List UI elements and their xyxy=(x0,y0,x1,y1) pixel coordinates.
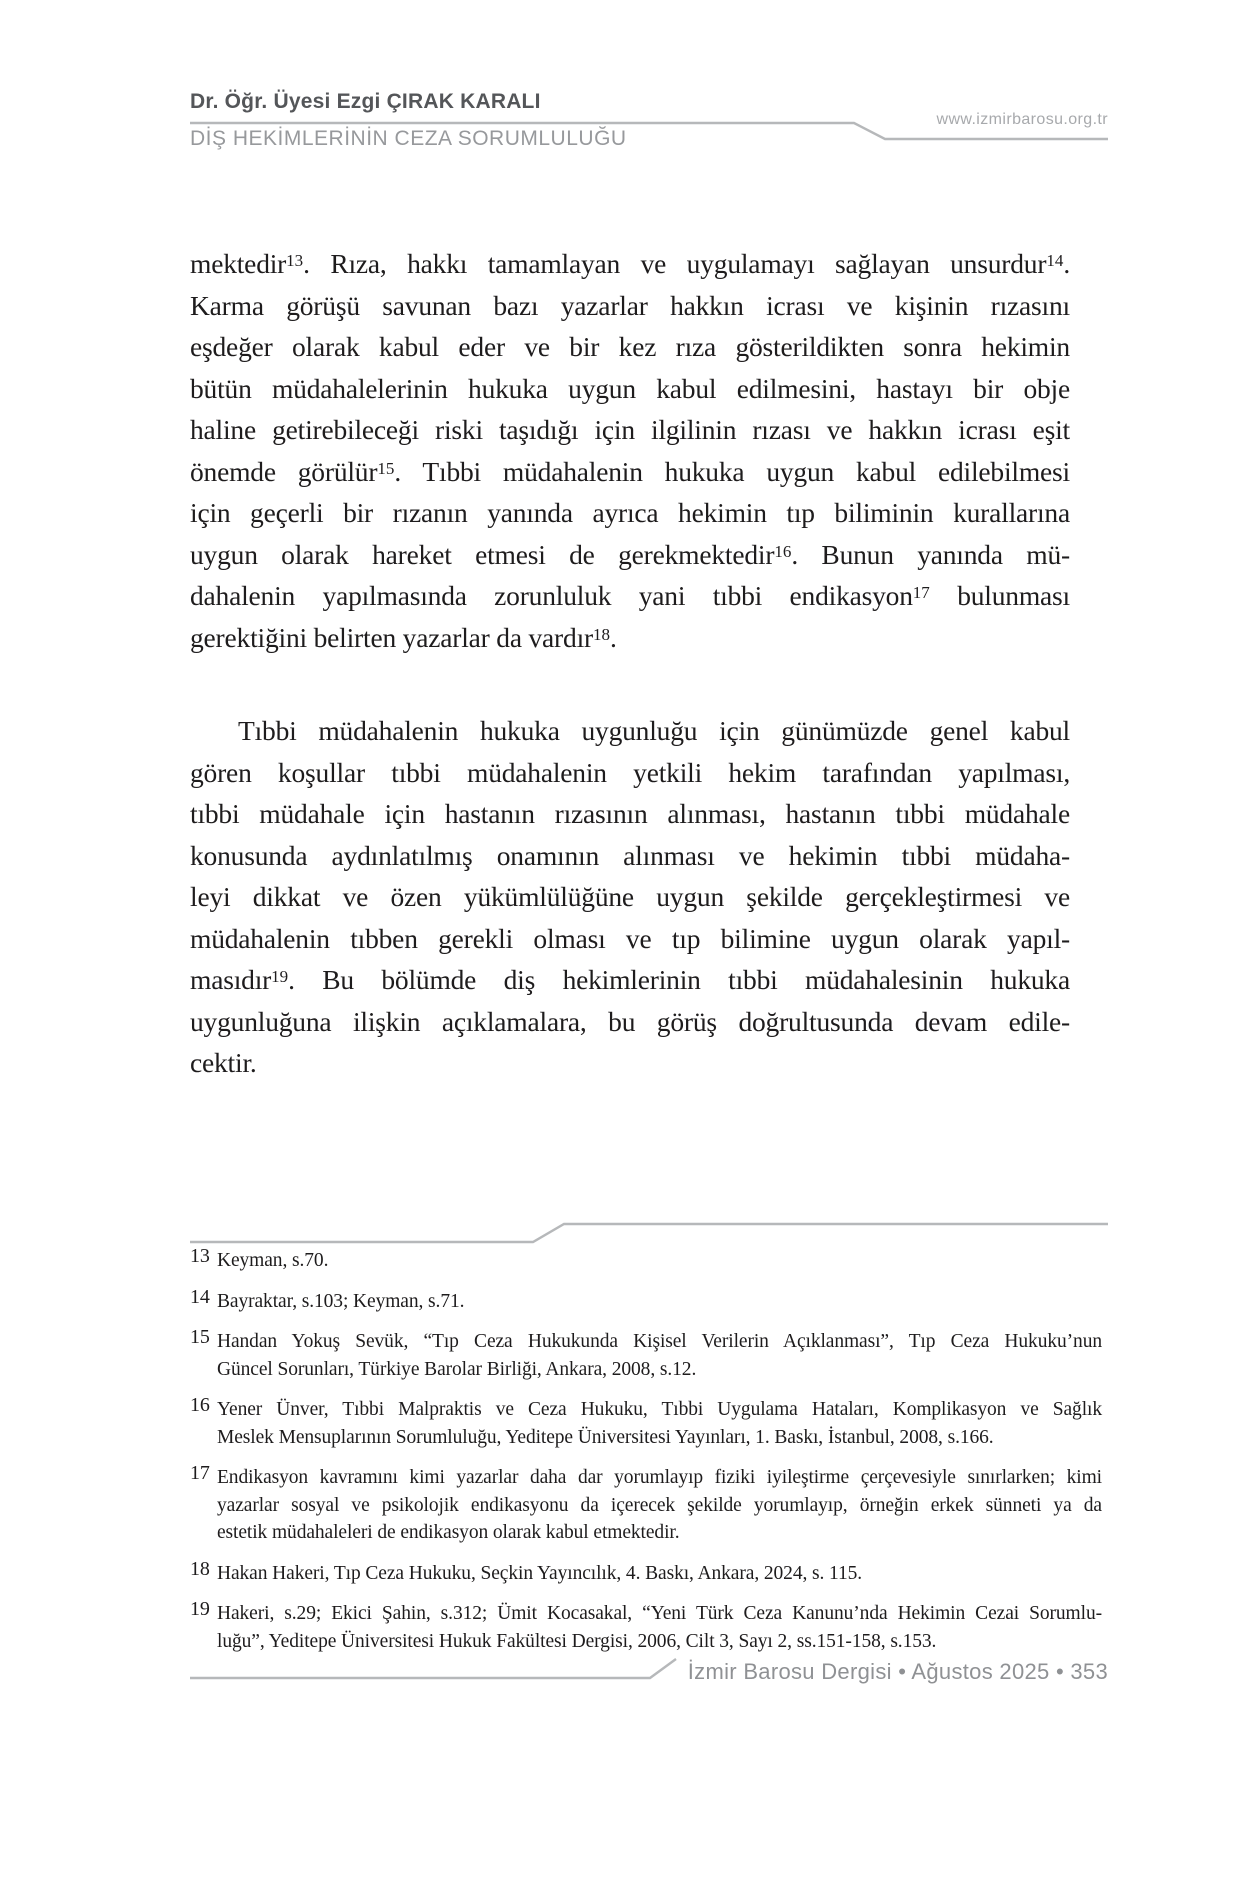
footer-journal-info: İzmir Barosu Dergisi • Ağustos 2025 • 353 xyxy=(687,1659,1108,1684)
page-header-author: Dr. Öğr. Üyesi Ezgi ÇIRAK KARALI xyxy=(190,90,541,113)
text-line: masıdır$^{19}$. Bu bölümde diş hekimlerinin tıbbi müdahalesinin hukuka xyxy=(190,964,1070,995)
text-line: bütün müdahalelerinin hukuka uygun kabul edilmesini, hastayı bir obje xyxy=(190,372,1070,404)
text-line: uygun olarak hareket etmesi de gerekmektedir$^{16}$. Bunun yanında mü- xyxy=(190,538,1070,570)
footnote-line: Hakan Hakeri, Tıp Ceza Hukuku, Seçkin Yayıncılık, 4. Baskı, Ankara, 2024, s. 115. xyxy=(217,1562,863,1584)
text-line: için geçerli bir rızanın yanında ayrıca hekimin tıp biliminin kurallarına xyxy=(190,497,1070,528)
footnote-line: Yener Ünver, Tıbbi Malpraktis ve Ceza Hukuku, Tıbbi Uygulama Hataları, Komplikasyon ve Sağlık xyxy=(217,1399,1102,1420)
footnote-line: Keyman, s.70. xyxy=(217,1250,329,1271)
body-text-column xyxy=(190,243,1070,1084)
footnote-line: Hakeri, s.29; Ekici Şahin, s.312; Ümit Kocasakal, “Yeni Türk Ceza Kanunu’nda Hekimin Cezai Sorumlu- xyxy=(217,1603,1102,1624)
text-line: dahalenin yapılmasında zorunluluk yani tıbbi endikasyon$^{17}$ bulunması xyxy=(190,580,1070,611)
footnote-line: yazarlar sosyal ve psikolojik endikasyonu da içerecek şekilde yorumlayıp, örneğin erkek sünneti ya da xyxy=(217,1494,1102,1516)
footnote-line: Meslek Mensuplarının Sorumluluğu, Yeditepe Üniversitesi Yayınları, 1. Baskı, İstanbul, 2008, s.166. xyxy=(217,1426,994,1448)
footnote xyxy=(190,1396,1102,1451)
footnote-number: 15 xyxy=(190,1326,210,1348)
text-line: gören koşullar tıbbi müdahalenin yetkili hekim tarafından yapılması, xyxy=(190,756,1070,788)
footnote-reference: 17 xyxy=(912,582,930,602)
page-header-title: DİŞ HEKİMLERİNİN CEZA SORUMLULUĞU xyxy=(190,127,627,150)
text-line: müdahalenin tıbben gerekli olması ve tıp bilimine uygun olarak yapıl- xyxy=(190,922,1070,954)
text-line: haline getirebileceği riski taşıdığı için ilgilinin rızası ve hakkın icrası eşit xyxy=(190,414,1070,445)
footnote xyxy=(190,1247,1102,1275)
publisher-website-url: www.izmirbarosu.org.tr xyxy=(936,111,1108,128)
text-line: gerektiğini belirten yazarlar da vardır$^{18}$. xyxy=(190,621,617,653)
text-line: cektir. xyxy=(190,1047,257,1078)
text-line: eşdeğer olarak kabul eder ve bir kez rıza gösterildikten sonra hekimin xyxy=(190,331,1070,362)
paragraph xyxy=(190,243,1070,658)
footnote-number: 16 xyxy=(190,1394,210,1416)
footnote-reference: 19 xyxy=(271,966,289,986)
footnote-number: 19 xyxy=(190,1598,210,1620)
footnotes-section xyxy=(190,1247,1102,1668)
text-line: Tıbbi müdahalenin hukuka uygunluğu için günümüzde genel kabul xyxy=(238,715,1070,746)
footnote-line: estetik müdahaleleri de endikasyon olarak kabul etmektedir. xyxy=(217,1522,680,1543)
footnote-reference: 13 xyxy=(286,250,304,270)
footnote-number: 14 xyxy=(190,1285,210,1308)
footnote-reference: 16 xyxy=(774,541,792,561)
text-line: önemde görülür$^{15}$. Tıbbi müdahalenin hukuka uygun kabul edilebilmesi xyxy=(190,455,1070,487)
footnote xyxy=(190,1464,1102,1547)
footer-rule xyxy=(190,1652,680,1682)
footnote-number: 13 xyxy=(190,1245,210,1267)
text-line: Karma görüşü savunan bazı yazarlar hakkın icrası ve kişinin rızasını xyxy=(190,289,1070,321)
footnote xyxy=(190,1557,1102,1588)
footnote xyxy=(190,1600,1102,1655)
footnote-line: Bayraktar, s.103; Keyman, s.71. xyxy=(217,1290,465,1312)
footnote-line: luğu”, Yeditepe Üniversitesi Hukuk Fakültesi Dergisi, 2006, Cilt 3, Sayı 2, ss.151-158, s.153. xyxy=(217,1630,937,1652)
footnote-separator-rule xyxy=(190,1216,1108,1246)
text-line: leyi dikkat ve özen yükümlülüğüne uygun şekilde gerçekleştirmesi ve xyxy=(190,881,1070,912)
paragraph xyxy=(190,710,1070,1084)
text-line: uygunluğuna ilişkin açıklamalara, bu görüş doğrultusunda devam edile- xyxy=(190,1005,1070,1037)
footnote-reference: 15 xyxy=(377,458,395,478)
footnote-line: Handan Yokuş Sevük, “Tıp Ceza Hukukunda Kişisel Verilerin Açıklanması”, Tıp Ceza Hukuku’nun xyxy=(217,1331,1102,1352)
footnote xyxy=(190,1328,1102,1383)
text-line: konusunda aydınlatılmış onamının alınması ve hekimin tıbbi müdaha- xyxy=(190,839,1070,871)
footnote-line: Güncel Sorunları, Türkiye Barolar Birliği, Ankara, 2008, s.12. xyxy=(217,1358,697,1380)
text-line: mektedir$^{13}$. Rıza, hakkı tamamlayan ve uygulamayı sağlayan unsurdur$^{14}$. xyxy=(190,248,1070,279)
text-line: tıbbi müdahale için hastanın rızasının alınması, hastanın tıbbi müdahale xyxy=(190,798,1070,829)
footnote-number: 17 xyxy=(190,1462,210,1484)
footnote-line: Endikasyon kavramını kimi yazarlar daha dar yorumlayıp fiziki iyileştirme çerçevesiyle sınırlarken; kimi xyxy=(217,1467,1102,1488)
footnote-reference: 14 xyxy=(1046,250,1064,270)
footnote xyxy=(190,1285,1102,1316)
footnote-reference: 18 xyxy=(592,624,610,644)
footnote-number: 18 xyxy=(190,1557,210,1580)
